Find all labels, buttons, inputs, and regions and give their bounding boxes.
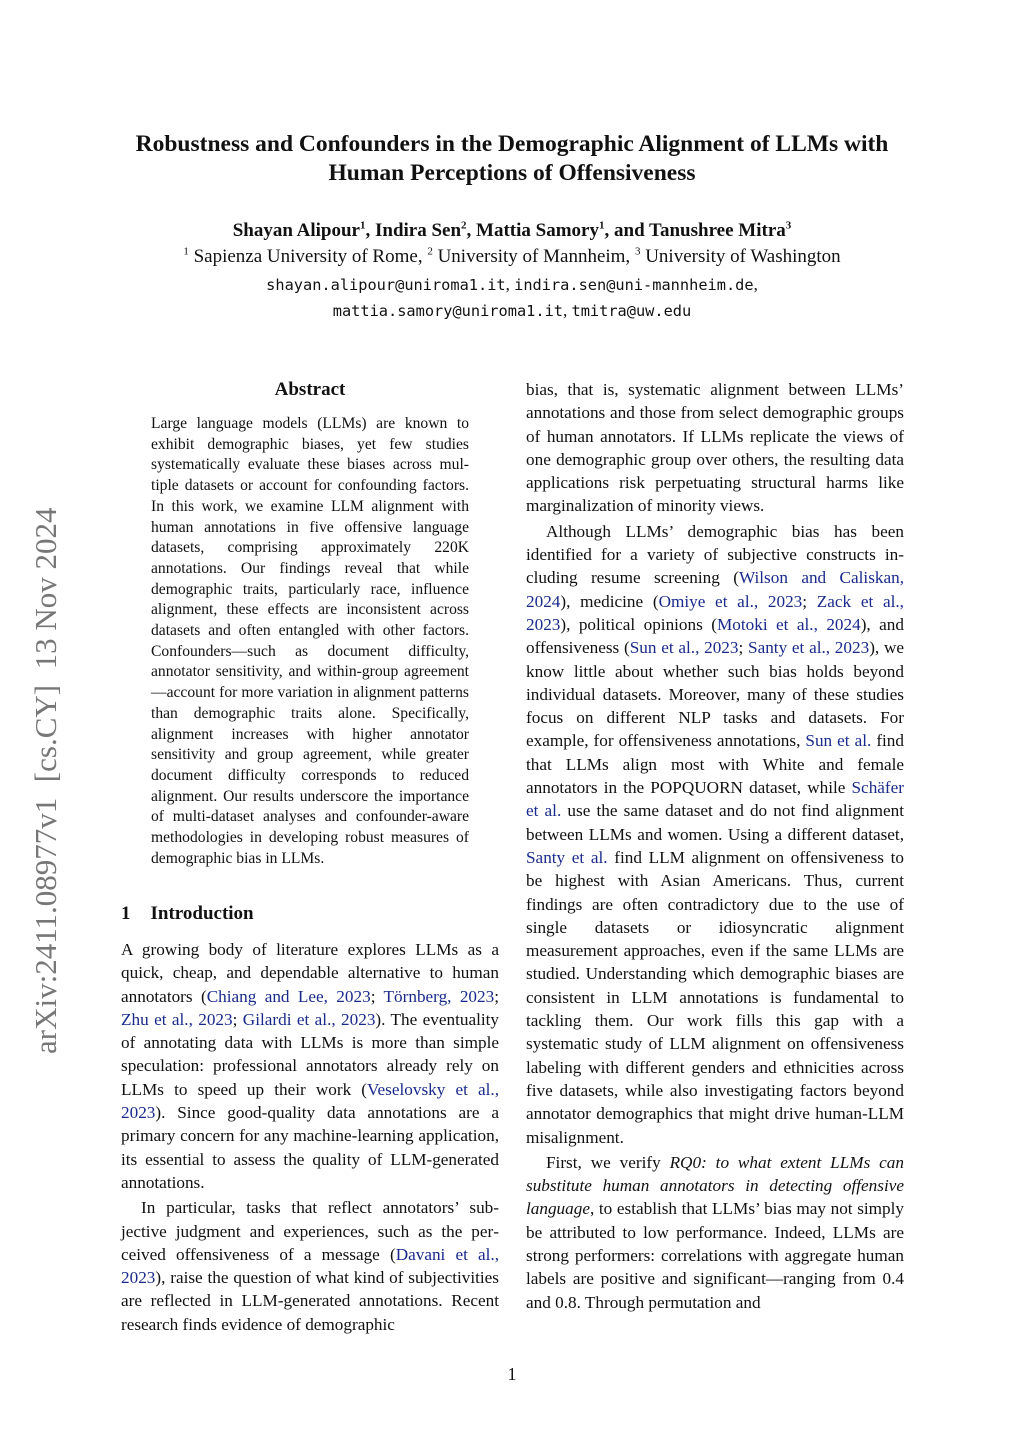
email-link[interactable]: tmitra@uw.edu	[571, 302, 692, 320]
text-run: ;	[370, 986, 384, 1006]
paper-title	[100, 130, 924, 188]
text-run: ;	[232, 1009, 243, 1029]
affiliation-marker: 1	[183, 245, 189, 258]
citation-link[interactable]: Sun et al.	[805, 731, 872, 751]
citation-link[interactable]: Motoki et al., 2024	[716, 614, 861, 634]
text-run: , to establish that LLMs’ bias may not simply be attributed to low performance. Indeed, LLMs are strong performers: correlations with aggregate human labels are positive and significant—ranging from 0.4 and 0.8. Through permutation and	[526, 1199, 904, 1312]
text-run: ), we know little about whether such bias holds beyond individual datasets. Moreover, many of these studies focus on different NLP tasks and datasets. For example, for offensiveness annotations,	[526, 638, 904, 751]
text-run: ;	[494, 986, 499, 1006]
text-run: ), political opinions (	[560, 614, 717, 634]
affiliation-marker: 1	[599, 219, 605, 232]
text-run: ), medicine (	[560, 591, 659, 611]
affiliation: Sapienza University of Rome,	[193, 246, 423, 267]
text-run: ;	[738, 638, 749, 658]
author-name: Mattia Samory	[476, 220, 599, 241]
author-separator: , and	[604, 220, 650, 241]
text-run: ;	[802, 591, 817, 611]
text-run: In particular, tasks that reflect annotators’ subjective judgment and experiences, such as the perceived offensiveness of a message (	[121, 1198, 499, 1264]
text-run: First, we verify	[546, 1152, 670, 1172]
text-run: Although LLMs’ demographic bias has been identified for a variety of subjective constructs including resume screening (	[526, 521, 904, 588]
text-run: ). The eventuality of annotating data with LLMs is more than simple speculation: professional annotators already rely on LLMs to speed up their work (	[121, 1009, 499, 1099]
left-column-body	[121, 938, 499, 1336]
right-column-body	[526, 378, 904, 1314]
text-run: use the same dataset and do not find alignment between LLMs and women. Using a different dataset,	[526, 801, 904, 844]
citation-link[interactable]: Schäfer et al.	[526, 778, 904, 821]
paragraph	[121, 1196, 499, 1336]
email-link[interactable]: mattia.samory@uniroma1.it	[332, 302, 563, 320]
affiliation-marker: 2	[427, 245, 433, 258]
author-emails: shayan.alipour@uniroma1.it, indira.sen@uni-mannheim.de, mattia.samory@uniroma1.it, tmitra@uw.edu	[266, 275, 758, 320]
citation-link[interactable]: Wilson and Caliskan, 2024	[526, 568, 904, 611]
citation-link[interactable]: Gilardi et al., 2023	[242, 1009, 376, 1029]
abstract-text: Large language models (LLMs) are known to exhibit demographic biases, yet few studies systematically evaluate these biases across multiple datasets or account for confounding factors. In this work, we examine LLM alignment with human annotations in five offensive language datasets, comprising approximately 220K annotations. Our findings reveal that while demographic traits, particularly race, influence alignment, these effects are inconsistent across datasets and often entangled with other factors. Confounders—such as document difficulty, annotator sensitivity, and within-group agreement—account for more variation in alignment patterns than demographic traits alone. Specifically, alignment increases with higher annotator sensitivity and group agreement, while greater document difficulty corresponds to reduced alignment. Our results underscore the importance of multi-dataset analyses and confounder-aware methodologies in developing robust measures of demographic bias in LLMs.	[151, 415, 469, 867]
text-run: find that LLMs align most with White and female annotators in the POPQUORN dataset, while	[526, 731, 904, 798]
section-heading	[121, 903, 254, 925]
citation-link[interactable]: Veselovsky et al., 2023	[121, 1079, 499, 1123]
author-list: Shayan Alipour$^1$, Indira Sen$^2$, Mattia Samory$^1$, and Tanushree Mitra$^3$	[232, 219, 792, 241]
citation-link[interactable]: Zack et al., 2023	[526, 591, 904, 634]
paragraph	[526, 1151, 904, 1314]
citation-link[interactable]: Zhu et al., 2023	[121, 1009, 233, 1029]
title-line-2: Human Perceptions of Offensiveness	[328, 160, 696, 186]
citation-link[interactable]: Omiye et al., 2023	[658, 591, 803, 611]
arxiv-stamp-text: arXiv:2411.08977v1 [cs.CY] 13 Nov 2024	[28, 507, 63, 1054]
page-number: 1	[507, 1364, 517, 1384]
affiliation-marker: 3	[634, 245, 641, 258]
title-line-1: Robustness and Confounders in the Demographic Alignment of LLMs with	[135, 131, 889, 157]
citation-link[interactable]: Sun et al., 2023	[629, 638, 739, 658]
author-name: Shayan Alipour	[232, 220, 360, 241]
citation-link[interactable]: Santy et al., 2023	[748, 638, 870, 658]
citation-link[interactable]: Davani et al., 2023	[121, 1244, 499, 1288]
arxiv-identifier-stamp	[10, 440, 70, 1060]
email-link[interactable]: shayan.alipour@uniroma1.it	[266, 276, 506, 294]
paragraph: bias, that is, systematic alignment between LLMs’ annotations and those from select demographic groups of human annotators. If LLMs replicate the views of one demographic group over others, the resulting data applications risk perpetuating structural harms like marginalization of minority views.	[526, 380, 904, 516]
paragraph	[526, 520, 904, 1149]
author-name: Indira Sen	[374, 220, 462, 241]
text-run: ), raise the question of what kind of subjectivities are reflected in LLM-generated annotations. Recent research finds evidence of demographic	[121, 1268, 499, 1334]
citation-link[interactable]: Törnberg, 2023	[383, 986, 495, 1006]
citation-link[interactable]: Santy et al.	[526, 847, 608, 867]
abstract-heading: Abstract	[274, 379, 346, 400]
affiliations	[100, 246, 924, 268]
author-name: Tanushree Mitra	[649, 220, 786, 241]
email-link[interactable]: indira.sen@uni-mannheim.de	[514, 276, 754, 294]
text-run: ), and offensiveness (	[526, 614, 904, 658]
affiliation: University of Mannheim,	[437, 246, 631, 267]
citation-link[interactable]: Chiang and Lee, 2023	[206, 986, 371, 1006]
affiliation-marker: 2	[461, 219, 467, 232]
paragraph	[121, 938, 499, 1194]
text-run: ). Since good-quality data annotations are a primary concern for any machine-learning application, its essential to assess the quality of LLM-generated annotations.	[121, 1103, 499, 1192]
section-title: Introduction	[150, 903, 254, 924]
text-run: A growing body of literature explores LLMs as a quick, cheap, and dependable alternative to human annotators (	[121, 940, 499, 1006]
research-question: RQ0: to what extent LLMs can substitute human annotators in detecting offensive language	[526, 1152, 904, 1219]
affiliation-marker: 1	[359, 219, 366, 232]
text-run: find LLM alignment on offensiveness to be highest with Asian Americans. Thus, current findings are often contradictory due to the use of single datasets or idiosyncratic alignment measurement approaches, even if the same LLMs are studied. Understanding which demographic biases are consistent in LLM annotations is fundamental to tackling them. Our work fills this gap with a systematic study of LLM alignment on offensiveness labeling with different genders and ethnicities across five datasets, while also investigating factors beyond annotator demographics that might drive human-LLM misalignment.	[526, 847, 904, 1147]
section-number: 1	[121, 903, 131, 924]
affiliation: University of Washington	[645, 246, 841, 267]
affiliation-marker: 3	[785, 219, 792, 232]
